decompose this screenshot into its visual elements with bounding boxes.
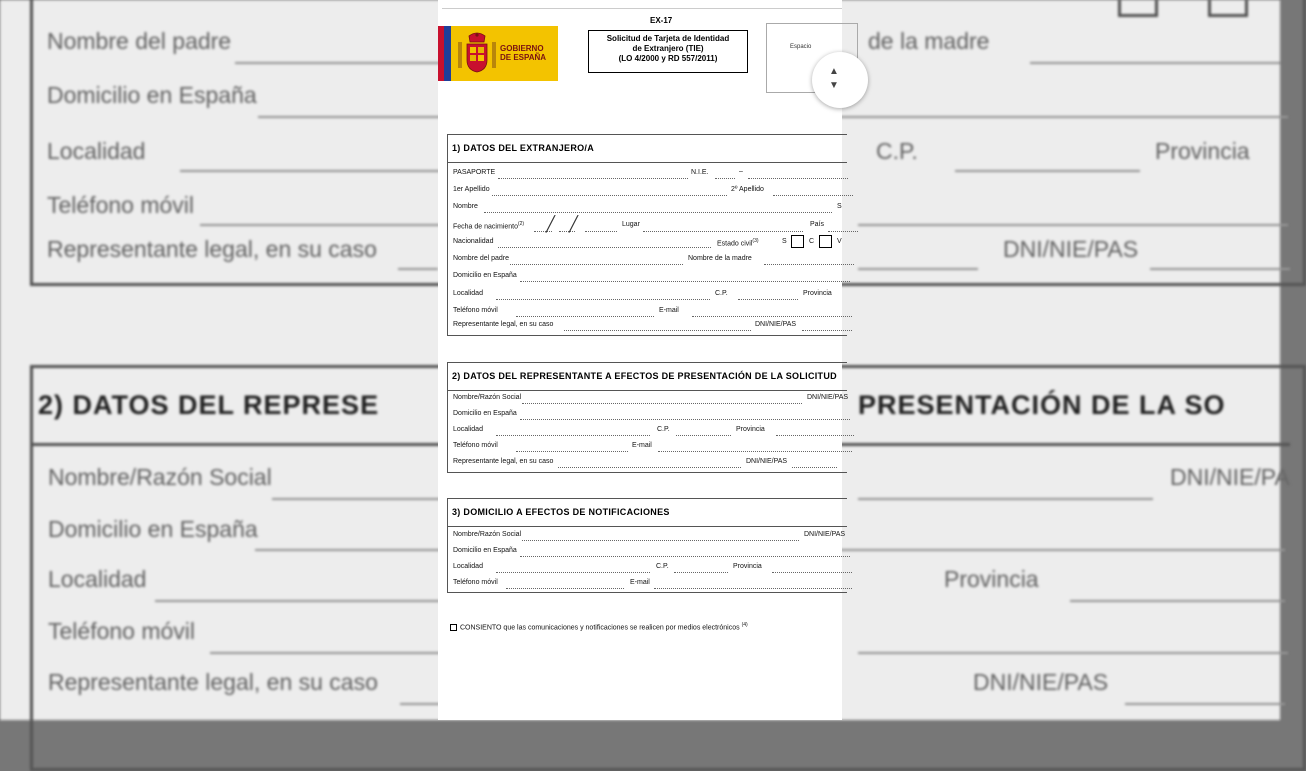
bg-label-madre: de la madre bbox=[868, 28, 990, 54]
label-domicilio: Domicilio en España bbox=[453, 272, 517, 279]
form-title-line3: (LO 4/2000 y RD 557/2011) bbox=[618, 54, 718, 63]
input-domicilio[interactable] bbox=[520, 281, 850, 282]
bg-label-telefono: Teléfono móvil bbox=[47, 192, 195, 218]
checkbox-casado[interactable] bbox=[819, 235, 832, 248]
label-domicilio: Domicilio en España bbox=[453, 410, 517, 417]
input-localidad[interactable] bbox=[496, 299, 710, 300]
input-nombre[interactable] bbox=[484, 212, 832, 213]
bg-section2-title-right: PRESENTACIÓN DE LA SO bbox=[858, 390, 1226, 420]
form-code: EX-17 bbox=[650, 16, 673, 25]
label-nie: N.I.E. bbox=[691, 169, 709, 176]
label-fecha-nacimiento bbox=[453, 221, 524, 230]
bg-label-provincia-2: Provincia bbox=[944, 566, 1039, 592]
logo-text-line2: DE ESPAÑA bbox=[500, 53, 547, 62]
label-madre: Nombre de la madre bbox=[688, 255, 752, 262]
consent-box[interactable] bbox=[450, 624, 457, 631]
input-cp[interactable] bbox=[738, 299, 798, 300]
fecha-text: Fecha de nacimiento bbox=[453, 223, 518, 231]
checkbox-soltero[interactable] bbox=[791, 235, 804, 248]
input-dni-2[interactable] bbox=[792, 467, 837, 468]
bg-label-dni: DNI/NIE/PAS bbox=[1003, 236, 1139, 262]
section-domicilio-notificaciones bbox=[447, 498, 847, 593]
input-localidad[interactable] bbox=[496, 435, 650, 436]
label-cp: C.P. bbox=[656, 563, 669, 570]
section-title bbox=[448, 135, 847, 163]
input-nie-number[interactable] bbox=[748, 178, 848, 179]
bg-label-cp: C.P. bbox=[876, 138, 918, 164]
label-email: E-mail bbox=[630, 579, 650, 586]
label-email: E-mail bbox=[632, 442, 652, 449]
bg-section2-title-left: 2) DATOS DEL REPRESE bbox=[38, 390, 380, 420]
label-dni: DNI/NIE/PAS bbox=[804, 531, 846, 538]
input-nombre-razon[interactable] bbox=[522, 403, 802, 404]
bg-label-dni-3: DNI/NIE/PAS bbox=[973, 669, 1109, 695]
input-fecha-anio[interactable] bbox=[585, 231, 617, 232]
section-title bbox=[448, 499, 847, 527]
bg-label-nombre-razon: Nombre/Razón Social bbox=[48, 464, 272, 490]
section-title-text: 2) DATOS DEL REPRESENTANTE A EFECTOS DE PRESENTACIÓN DE LA SOLICITUD bbox=[452, 371, 837, 381]
label-apellido1: 1er Apellido bbox=[453, 186, 490, 193]
bg-label-telefono-2: Teléfono móvil bbox=[48, 618, 196, 644]
label-provincia: Provincia bbox=[803, 290, 832, 297]
label-nombre-razon: Nombre/Razón Social bbox=[453, 394, 522, 401]
section-title-text: 1) DATOS DEL EXTRANJERO/A bbox=[452, 143, 595, 153]
input-nie-letter[interactable] bbox=[715, 178, 735, 179]
estado-civil-note: (3) bbox=[752, 238, 759, 244]
section-title bbox=[448, 363, 847, 391]
bg-label-provincia: Provincia bbox=[1155, 138, 1250, 164]
label-sexo: S bbox=[837, 203, 842, 210]
logo-text-line1: GOBIERNO bbox=[500, 44, 544, 53]
label-nacionalidad: Nacionalidad bbox=[453, 238, 494, 245]
input-lugar[interactable] bbox=[643, 231, 803, 232]
label-nie-separator: – bbox=[739, 168, 743, 175]
label-estado-civil bbox=[717, 238, 759, 247]
label-telefono: Teléfono móvil bbox=[453, 442, 498, 449]
input-telefono[interactable] bbox=[506, 588, 624, 589]
input-representante[interactable] bbox=[558, 467, 741, 468]
bg-label-representante-2: Representante legal, en su caso bbox=[48, 669, 378, 695]
label-telefono: Teléfono móvil bbox=[453, 579, 498, 586]
logo-text bbox=[500, 44, 546, 62]
input-cp[interactable] bbox=[676, 435, 731, 436]
label-localidad: Localidad bbox=[453, 290, 483, 297]
input-provincia[interactable] bbox=[772, 572, 852, 573]
consent-checkbox[interactable] bbox=[450, 622, 748, 631]
input-apellido1[interactable] bbox=[492, 195, 727, 196]
input-telefono[interactable] bbox=[516, 451, 628, 452]
input-nombre-razon[interactable] bbox=[522, 540, 799, 541]
label-dni: DNI/NIE/PAS bbox=[755, 321, 797, 328]
input-apellido2[interactable] bbox=[773, 195, 853, 196]
input-nacionalidad[interactable] bbox=[498, 247, 711, 248]
input-dni[interactable] bbox=[802, 330, 852, 331]
bg-label-padre: Nombre del padre bbox=[47, 28, 232, 54]
input-email[interactable] bbox=[692, 316, 852, 317]
label-localidad: Localidad bbox=[453, 563, 483, 570]
document-header bbox=[438, 0, 842, 110]
input-telefono[interactable] bbox=[516, 316, 654, 317]
date-slash-1: ╱ bbox=[546, 216, 556, 233]
input-madre[interactable] bbox=[764, 264, 854, 265]
scroll-up-icon: ▲ bbox=[829, 66, 839, 77]
estado-civil-text: Estado civil bbox=[717, 240, 753, 248]
label-ec-s: S bbox=[782, 238, 787, 245]
label-nombre: Nombre bbox=[453, 203, 478, 210]
input-cp[interactable] bbox=[674, 572, 728, 573]
label-padre: Nombre del padre bbox=[453, 255, 510, 262]
label-lugar: Lugar bbox=[622, 221, 640, 228]
label-email: E-mail bbox=[659, 307, 679, 314]
fecha-note: (2) bbox=[517, 221, 525, 227]
coat-of-arms-icon bbox=[456, 32, 498, 76]
flag-stripe-blue bbox=[444, 26, 451, 81]
scroll-down-icon: ▼ bbox=[829, 80, 839, 91]
label-provincia: Provincia bbox=[733, 563, 762, 570]
label-dni-2: DNI/NIE/PAS bbox=[746, 458, 788, 465]
input-pais[interactable] bbox=[828, 231, 858, 232]
bg-label-localidad-2: Localidad bbox=[48, 566, 147, 592]
input-representante[interactable] bbox=[564, 330, 751, 331]
label-ec-v: V bbox=[837, 238, 842, 245]
label-representante: Representante legal, en su caso bbox=[453, 458, 554, 465]
bg-label-representante: Representante legal, en su caso bbox=[47, 236, 377, 262]
label-provincia: Provincia bbox=[736, 426, 765, 433]
input-domicilio[interactable] bbox=[520, 556, 850, 557]
form-title-box bbox=[588, 30, 748, 73]
label-ec-c: C bbox=[809, 238, 815, 245]
bg-label-localidad: Localidad bbox=[47, 138, 146, 164]
scroll-button[interactable] bbox=[812, 52, 868, 108]
bg-label-dni-2: DNI/NIE/PA bbox=[1170, 464, 1290, 490]
document-page[interactable] bbox=[438, 0, 849, 720]
section-datos-extranjero bbox=[447, 134, 847, 336]
input-provincia[interactable] bbox=[776, 435, 854, 436]
label-pasaporte: PASAPORTE bbox=[453, 169, 496, 176]
label-representante: Representante legal, en su caso bbox=[453, 321, 554, 328]
input-padre[interactable] bbox=[510, 264, 683, 265]
label-nombre-razon: Nombre/Razón Social bbox=[453, 531, 522, 538]
bg-label-domicilio-2: Domicilio en España bbox=[48, 516, 258, 542]
top-rule bbox=[442, 8, 842, 9]
stamp-label: Espacio bbox=[790, 44, 812, 50]
consent-text: CONSIENTO que las comunicaciones y notificaciones se realicen por medios electrónicos bbox=[460, 624, 740, 632]
gobierno-logo bbox=[438, 26, 558, 81]
input-localidad[interactable] bbox=[496, 572, 650, 573]
label-pais: País bbox=[810, 221, 825, 228]
section-datos-representante bbox=[447, 362, 847, 473]
label-cp: C.P. bbox=[657, 426, 670, 433]
input-email[interactable] bbox=[654, 588, 852, 589]
form-title-line2: de Extranjero (TIE) bbox=[632, 44, 704, 53]
label-telefono: Teléfono móvil bbox=[453, 307, 498, 314]
label-localidad: Localidad bbox=[453, 426, 483, 433]
label-apellido2: 2º Apellido bbox=[731, 186, 764, 193]
input-email[interactable] bbox=[658, 451, 852, 452]
input-pasaporte[interactable] bbox=[498, 178, 688, 179]
bg-label-domicilio: Domicilio en España bbox=[47, 82, 257, 108]
label-cp: C.P. bbox=[715, 290, 728, 297]
label-dni: DNI/NIE/PAS bbox=[807, 394, 849, 401]
section-title-text: 3) DOMICILIO A EFECTOS DE NOTIFICACIONES bbox=[452, 507, 670, 517]
date-slash-2: ╱ bbox=[569, 216, 579, 233]
form-title-line1: Solicitud de Tarjeta de Identidad bbox=[606, 34, 730, 43]
consent-note: (4) bbox=[741, 622, 748, 628]
label-domicilio: Domicilio en España bbox=[453, 547, 517, 554]
input-domicilio[interactable] bbox=[520, 419, 850, 420]
